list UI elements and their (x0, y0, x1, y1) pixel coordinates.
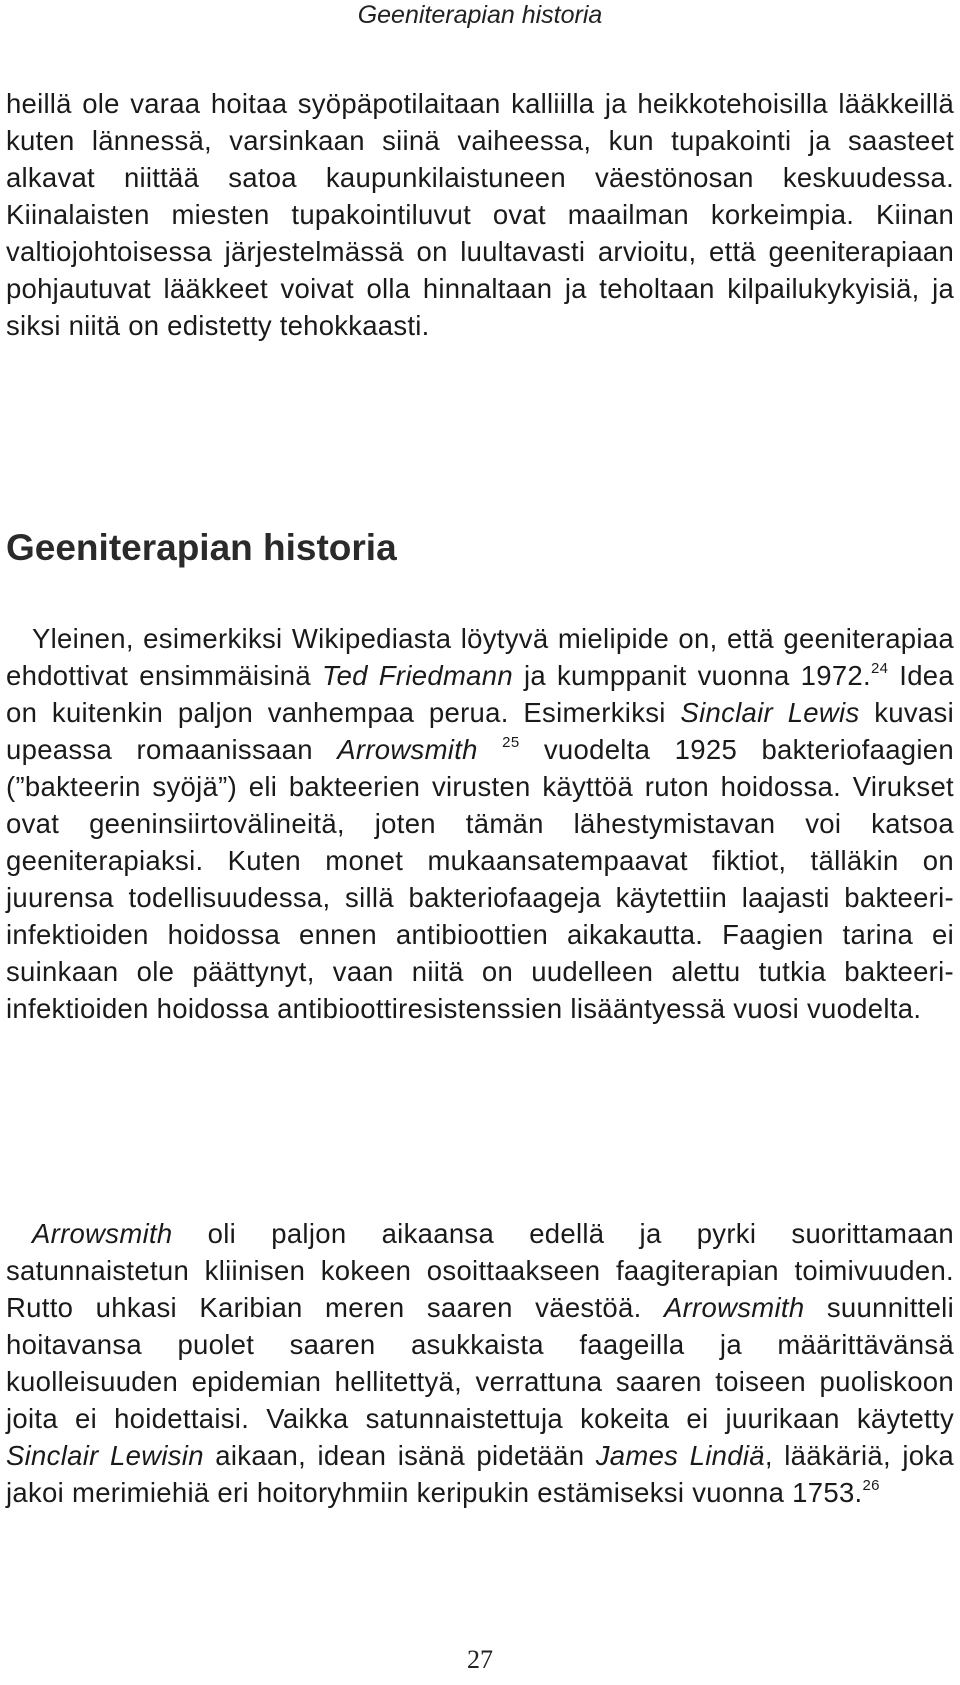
history-paragraph-2 (6, 1215, 954, 1511)
footnote-ref-24: 24 (870, 660, 889, 677)
footnote-ref-26: 26 (862, 1477, 880, 1494)
footnote-ref-25: 25 (502, 734, 520, 751)
page-number: 27 (467, 1645, 493, 1674)
text-run: Yleinen, esimerkiksi Wikipediasta löytyvä mielipide on, että geeniterapiaa ehdottivat ensimmäisinä (6, 623, 954, 691)
section-heading: Geeniterapian historia (6, 527, 397, 568)
text-run: suunnitteli hoitavansa puolet saaren asukkaista faageilla ja määrittävänsä kuolleisuuden epidemian hellitettyä, verrattuna saaren toiseen puoliskoon joita ei hoidettaisi. Vaikka satunnaistettuja kokeita ei juurikaan käytetty (6, 1292, 954, 1434)
text-run: aikaan, idean isänä pidetään (203, 1440, 596, 1471)
text-run: vuodelta 1925 bakteriofaagien (”bakteerin syöjä”) eli bakteerien virusten käyttöä ruton hoidossa. Virukset ovat geeninsiirtovälineitä, joten tämän lähestymistavan voi katsoa geeniterapiaksi. Kuten monet mukaansatempaavat fiktiot, tälläkin on juurensa todellisuudessa, sillä bakteriofaageja käytettiin laajasti bakteeri-infektioiden hoidossa ennen antibioottien aikakautta. Faagien tarina ei suinkaan ole päättynyt, vaan niitä on uudelleen alettu tutkia bakteeri-infektioiden hoidossa antibioottiresistenssien lisääntyessä vuosi vuodelta. (6, 734, 954, 1024)
novel-title: Arrowsmith (663, 1292, 805, 1323)
history-paragraph-1 (6, 620, 954, 1027)
person-name-lewis: Sinclair Lewis (680, 697, 860, 728)
person-name-lewisin: Sinclair Lewisin (6, 1440, 204, 1471)
text-run: ja kumppanit vuonna 1972. (512, 660, 871, 691)
text-run: , lääkäriä, joka jakoi merimiehiä eri hoitoryhmiin keripukin estämiseksi vuonna 1753. (6, 1440, 954, 1508)
text-run: kuvasi upeassa romaanissaan (6, 697, 954, 765)
intro-paragraph: heillä ole varaa hoitaa syöpäpotilaitaan kalliilla ja heikkotehoisilla lääkkeillä kuten lännessä, varsinkaan siinä vaiheessa, kun tupakointi ja saasteet alkavat niittää satoa kaupunkilaistuneen väestönosan keskuudessa. Kiinalaisten miesten tupakointiluvut ovat maailman korkeimpia. Kiinan valtiojohtoisessa järjestelmässä on luultavasti arvioitu, että geeniterapiaan pohjautuvat lääkkeet voivat olla hinnaltaan ja teholtaan kilpailukykyisiä, ja siksi niitä on edistetty tehokkaasti. (6, 88, 954, 341)
novel-title: Arrowsmith (32, 1218, 173, 1249)
person-name-friedmann: Ted Friedmann (322, 660, 513, 691)
person-name-lind: James Lindiä (595, 1440, 765, 1471)
text-run: oli paljon aikaansa edellä ja pyrki suorittamaan satunnaistetun kliinisen kokeen osoittaakseen faagiterapian toimivuuden. Rutto uhkasi Karibian meren saaren väestöä. (6, 1218, 954, 1323)
text-run: Idea on kuitenkin paljon vanhempaa perua. Esimerkiksi (6, 660, 954, 728)
running-header: Geeniterapian historia (357, 1, 603, 29)
novel-title: Arrowsmith (337, 734, 478, 765)
